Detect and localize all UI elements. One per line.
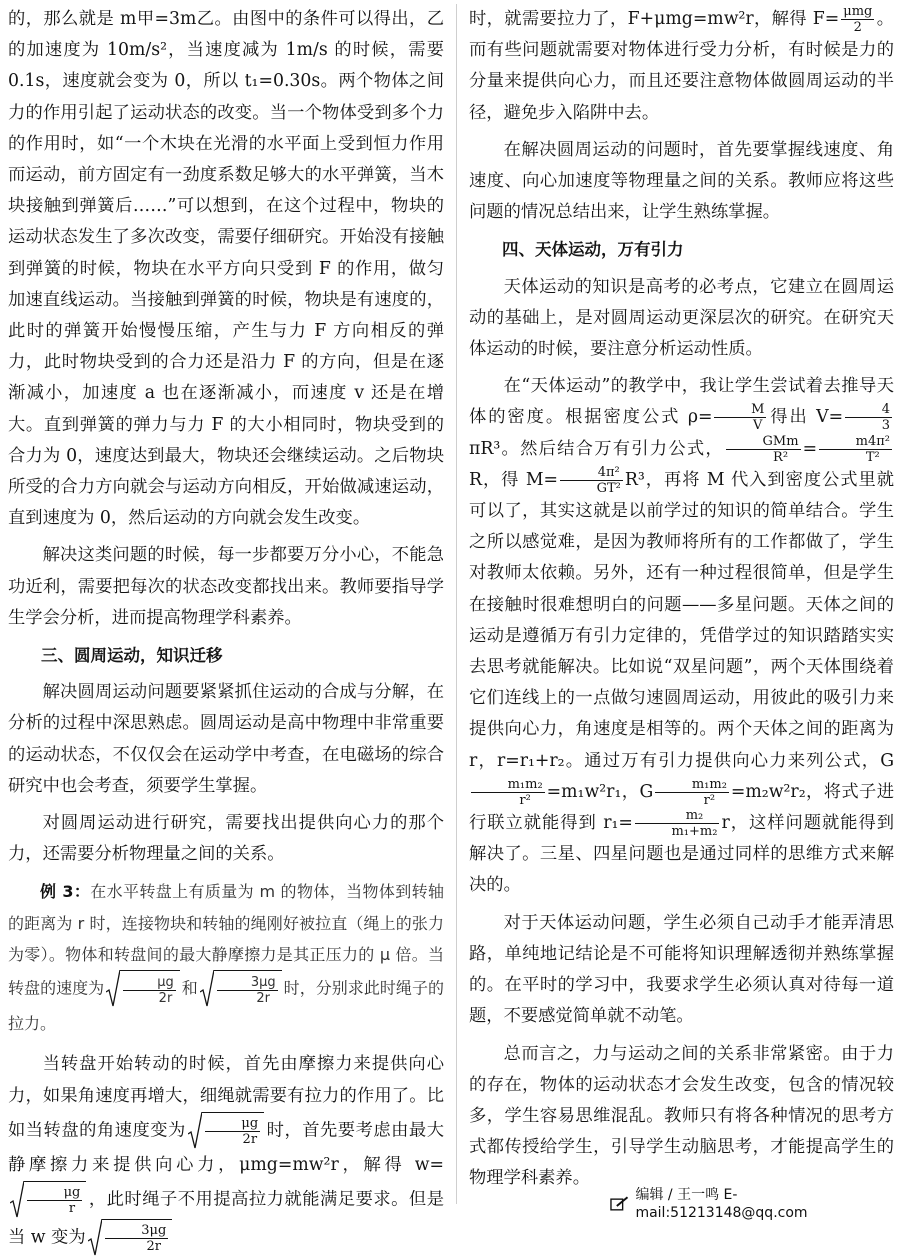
fraction-num: μmg <box>843 4 873 19</box>
fraction <box>845 402 892 433</box>
text-segment: r，这样问题就能得到解决了。三星、四星问题也是通过同样的思维方式来解决的。 <box>469 813 894 896</box>
sqrt-formula <box>10 1181 86 1219</box>
example-3 <box>8 876 444 1039</box>
formula-den: 2r <box>256 990 271 1006</box>
fraction-den: r² <box>519 792 531 808</box>
paragraph-right-3: 天体运动的知识是高考的必考点，它建立在圆周运动的基础上，是对圆周运动更深层次的研究。在研究天体运动的时候，要注意分析运动性质。 <box>469 276 894 360</box>
formula-num: 3μg <box>105 1223 169 1239</box>
formula-den: r <box>68 1201 76 1217</box>
example-text-a: 在水平转盘上有质量为 m 的物体，当物体到转轴的距离为 r 时，连接物块和转轴的绳刚好被拉直（绳上的张力为零）。物体和转盘间的最大静摩擦力是其正压力的 μ 倍。当转盘的速度为 <box>8 882 444 998</box>
formula-num: μg <box>27 1185 82 1201</box>
formula-num: μg <box>205 1116 260 1132</box>
fraction-num: m₁m₂ <box>655 777 729 793</box>
fraction-den: 3 <box>881 418 891 434</box>
text-segment: =m₂w²r₂，将式子进行联立就能得到 r₁= <box>469 781 894 834</box>
fraction <box>726 434 801 465</box>
paragraph-left-4: 对圆周运动进行研究，需要找出提供向心力的那个力，还需要分析物理量之间的关系。 <box>8 813 444 865</box>
fraction <box>714 402 766 433</box>
text-segment: 得出 V= <box>768 407 844 428</box>
paragraph-right-2: 在解决圆周运动的问题时，首先要掌握线速度、角速度、向心加速度等物理量之间的关系。教师应将这些问题的情况总结出来，让学生熟练掌握。 <box>469 139 894 223</box>
paragraph-left-1: 的，那么就是 m甲=3m乙。由图中的条件可以得出，乙的加速度为 10m/s²，当速度减为 1m/s 的时候，需要 0.1s，速度就会变为 0，所以 t₁=0.30s。两个物体之间力的作用引起了运动状态的改变。当一个物体受到多个力的作用时，如“一个木块在光滑的水平面上受到恒力作用而运动，前方固定有一劲度系数足够大的水平弹簧，当木块接触到弹簧后……”可以想到，在这个过程中，物块的运动状态发生了多次改变，需要仔细研究。开始没有接触到弹簧的时候，物块在水平方向只受到 F 的作用，做匀加速直线运动。当接触到弹簧的时候，物块是有速度的，此时的弹簧开始慢慢压缩，产生与力 F 方向相反的弹力，此时物块受到的合力还是沿力 F 的方向，但是在逐渐减小，加速度 a 也在逐渐减小，而速度 v 还是在增大。直到弹簧的弹力与力 F 的大小相同时，物块受到的合力为 0，速度达到最大，物块还会继续运动。之后物块所受的合力方向就会与运动方向相反，开始做减速运动，直到速度为 0，然后运动的方向就会发生改变。 <box>8 9 444 529</box>
fraction-den: V <box>753 418 763 434</box>
editor-footer <box>610 1186 902 1222</box>
paragraph-left-2: 解决这类问题的时候，每一步都要万分小心，不能急功近利，需要把每次的状态改变都找出来。教师要指导学生学会分析，进而提高物理学科素养。 <box>8 545 444 628</box>
paragraph-right-5: 对于天体运动问题，学生必须自己动手才能弄清思路，单纯地记结论是不可能将知识理解透彻并熟练掌握的。在平时的学习中，我要求学生必须认真对待每一道题，不要感觉简单就不动笔。 <box>469 912 894 1027</box>
text-segment: R，得 M= <box>469 469 558 490</box>
text-segment: R³，再将 M 代入到密度公式里就可以了，其实这就是以前学过的知识的简单结合。学生之所以感觉难，是因为教师将所有的工作都做了，学生对教师太依赖。另外，还有一种过程很简单，但是学生在接触时很难想明白的问题——多星问题。天体之间的运动是遵循万有引力定律的，凭借学过的知识踏踏实实去思考就能解决。比如说“双星问题”，两个天体围绕着它们连线上的一点做匀速圆周运动，用彼此的吸引力来提供向心力，角速度是相等的。两个天体之间的距离为 r，r=r₁+r₂。通过万有引力提供向心力来列公式，G <box>469 469 894 771</box>
text-segment: ，此时绳子不用提高拉力就能满足要求。但是当 w 变为 <box>8 1189 444 1248</box>
fraction <box>635 808 720 839</box>
text-segment: 。而有些问题就需要对物体进行受力分析，有时候是力的分量来提供向心力，而且还要注意物体做圆周运动的半径，避免步入陷阱中去。 <box>469 9 894 123</box>
example-label: 例 3： <box>40 882 91 902</box>
fraction-den: r² <box>703 792 716 808</box>
formula-den: 2r <box>158 990 173 1006</box>
edit-pen-icon <box>610 1196 629 1212</box>
fraction <box>841 4 874 35</box>
fraction <box>560 465 623 496</box>
fraction <box>471 777 545 808</box>
section-heading-3: 三、圆周运动，知识迁移 <box>41 646 223 666</box>
formula-den: 2r <box>242 1132 258 1148</box>
example-text-b: 和 <box>181 978 198 998</box>
text-segment: =m₁w²r₁，G <box>546 781 654 802</box>
text-segment: 当转盘开始转动的时候，首先由摩擦力来提供向心力，如果角速度再增大，细绳就需要有拉力的作用了。比如当转盘的角速度变为 <box>8 1054 444 1141</box>
fraction-num: m₂ <box>635 808 720 824</box>
fraction-den: m₁+m₂ <box>671 824 718 840</box>
sqrt-formula <box>106 970 180 1008</box>
column-divider <box>456 4 457 1204</box>
fraction-num: m4π² <box>819 434 892 450</box>
example-text-c: 时，分别求此时绳子的拉力。 <box>8 978 444 1034</box>
fraction-den: 2 <box>853 20 862 35</box>
fraction-den: T² <box>865 449 880 465</box>
sqrt-formula <box>200 970 282 1008</box>
fraction-num: m₁m₂ <box>471 777 545 793</box>
fraction <box>819 434 892 465</box>
fraction-den: R² <box>773 449 789 465</box>
text-segment: πR³。然后结合万有引力公式， <box>469 438 724 459</box>
text-segment: 时，就需要拉力了，F+μmg=mw²r，解得 F= <box>469 9 840 29</box>
text-segment: 时，首先要考虑由最大静摩擦力来提供向心力，μmg=mw²r，解得 w= <box>8 1120 444 1175</box>
formula-num: 3μg <box>217 975 278 991</box>
fraction-den: GT² <box>596 480 621 496</box>
paragraph-right-4: 在“天体运动”的教学中，我让学生尝试着去推导天体的密度。根据密度公式 ρ= $\frac{M}{V}$ 得出 V= $\frac{4}{3}$ πR³。然后结合万有引力公式， $\frac{\text{GMm}}{\text{R²}}$ = $\frac{\text{m4π²}}{\text{T²}}$ R，得 M= $\frac{\text{4π²}}{\text{GT²}}$ R³，再将 M 代入到密度公式里就可以了，其实这就是以前学过的知识的简单结合。学生之所以感觉难，是因为教师将所有的工作都做了，学生对教师太依赖。另外，还有一种过程很简单，但是学生在接触时很难想明白的问题——多星问题。天体之间的运动是遵循万有引力定律的，凭借学过的知识踏踏实实去思考就能解决。比如说“双星问题”，两个天体围绕着它们连线上的一点做匀速圆周运动，用彼此的吸引力来提供向心力，角速度是相等的。两个天体之间的距离为 r，r=r₁+r₂。通过万有引力提供向心力来列公式，G $\frac{\text{m₁m₂}}{\text{r²}}$ =m₁w²r₁，G $\frac{\text{m₁m₂}}{\text{r²}}$ =m₂w²r₂，将式子进行联立就能得到 r₁= $\frac{\text{m₂}}{\text{m₁+m₂}}$ r，这样问题就能得到解决了。三星、四星问题也是通过同样的思维方式来解决的。 <box>469 376 894 896</box>
paragraph-right-1 <box>469 4 894 129</box>
text-segment: 在“天体运动”的教学中，我让学生尝试着去推导天体的密度。根据密度公式 ρ= <box>469 376 894 428</box>
fraction <box>655 777 729 808</box>
editor-credit: 编辑 / 王一鸣 E-mail:51213148@qq.com <box>635 1187 808 1221</box>
paragraph-right-6: 总而言之，力与运动之间的关系非常紧密。由于力的存在，物体的运动状态才会发生改变，包含的情况较多，学生容易思维混乱。教师只有将各种情况的思考方式都传授给学生，引导学生动脑思考，才能提高学生的物理学科素养。 <box>469 1043 894 1189</box>
formula-num: μg <box>123 975 176 991</box>
left-column <box>8 4 444 1257</box>
paragraph-left-3: 解决圆周运动问题要紧紧抓住运动的合成与分解，在分析的过程中深思熟虑。圆周运动是高中物理中非常重要的运动状态，不仅仅会在运动学中考查，在电磁场的综合研究中也会考查，须要学生掌握。 <box>8 682 444 796</box>
sqrt-formula <box>88 1219 173 1257</box>
paragraph-left-5 <box>8 1049 444 1257</box>
formula-den: 2r <box>146 1239 161 1255</box>
fraction-num: GMm <box>726 434 801 450</box>
fraction-num: 4 <box>845 402 892 418</box>
fraction-num: 4π² <box>560 465 623 481</box>
fraction-num: M <box>714 402 766 418</box>
section-heading-4: 四、天体运动，万有引力 <box>502 240 684 260</box>
right-column <box>469 4 894 1195</box>
sqrt-formula <box>188 1112 264 1150</box>
